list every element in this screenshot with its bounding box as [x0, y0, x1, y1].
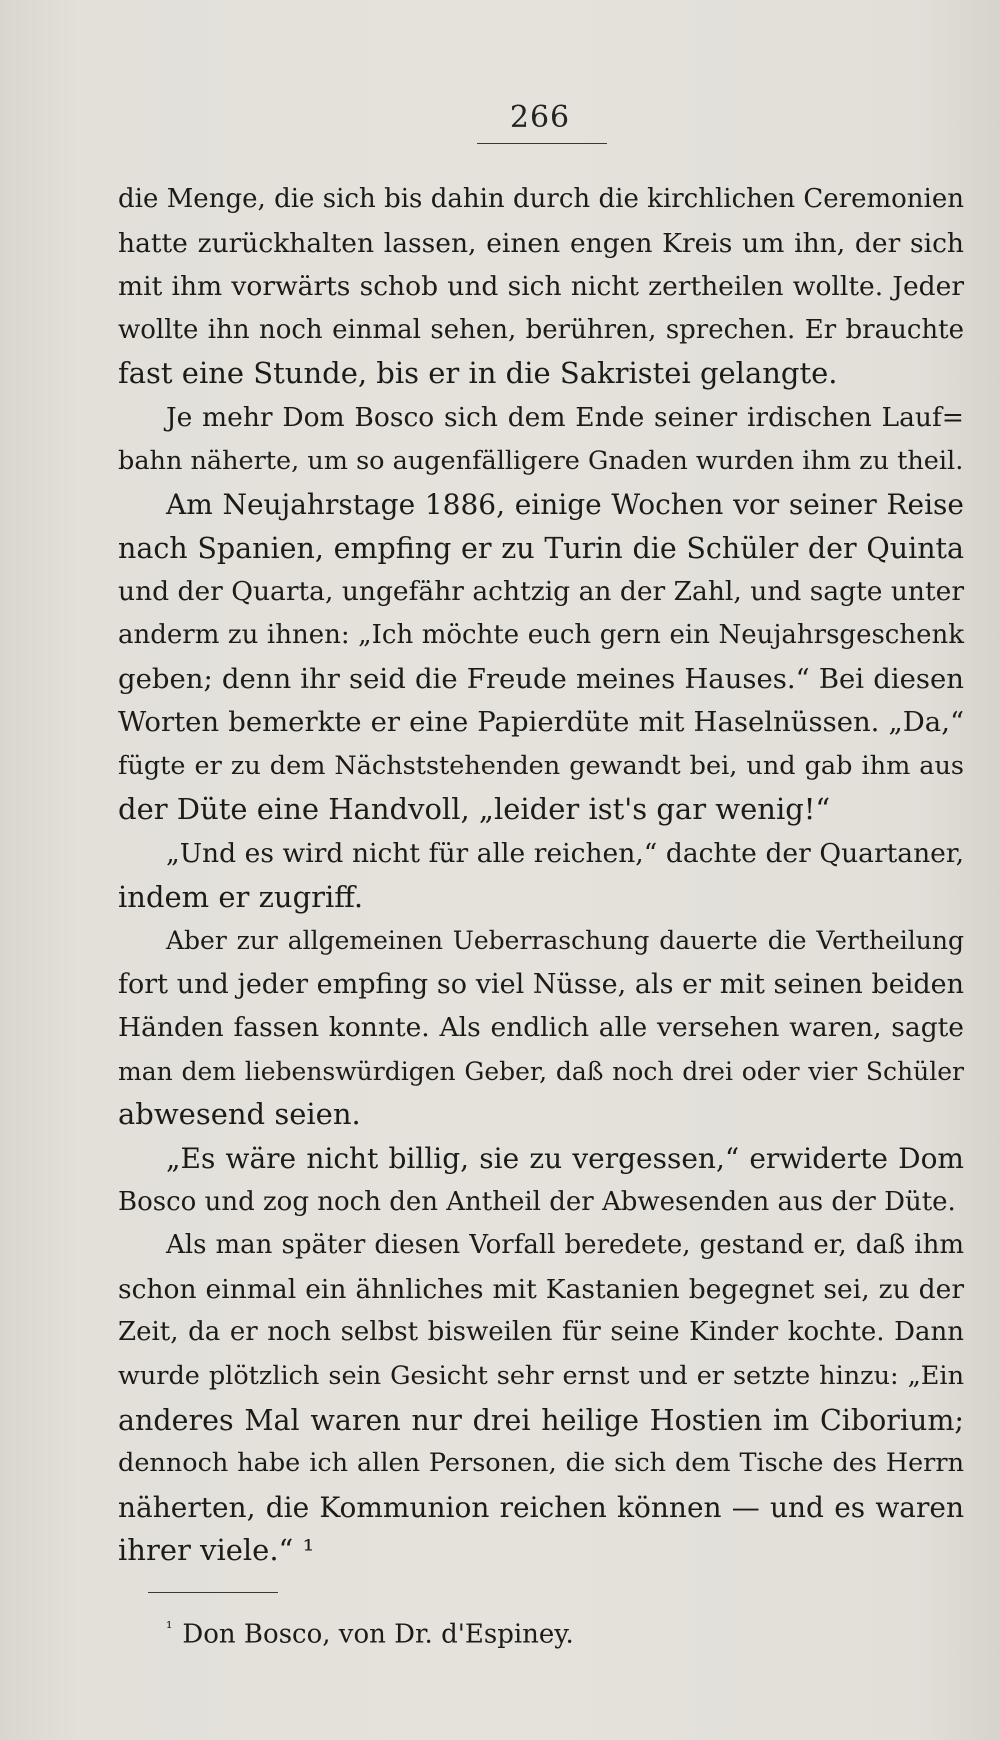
text-line: wollte ihn noch einmal sehen, berühren, sprechen. Er brauchte [118, 314, 964, 345]
text-line: schon einmal ein ähnliches mit Kastanien begegnet sei, zu der [118, 1273, 964, 1305]
text-line: geben; denn ihr seid die Freude meines Hauses.“ Bei diesen [118, 662, 964, 695]
footnote [166, 1618, 574, 1650]
paragraph [118, 396, 964, 483]
paragraph [118, 1224, 964, 1573]
page-number: 266 [509, 100, 571, 135]
text-line: fort und jeder empfing so viel Nüsse, als er mit seinen beiden [118, 968, 964, 1000]
paragraph [118, 483, 964, 832]
body-text [118, 178, 964, 1573]
text-line: „Und es wird nicht für alle reichen,“ dachte der Quartaner, [166, 837, 964, 869]
text-line: nach Spanien, empfing er zu Turin die Schüler der Quinta [118, 531, 964, 565]
text-line: Bosco und zog noch den Antheil der Abwesenden aus der Düte. [118, 1186, 956, 1217]
text-line: Händen fassen konnte. Als endlich alle versehen waren, sagte [118, 1012, 964, 1044]
text-line: abwesend seien. [118, 1097, 361, 1132]
text-line: anderes Mal waren nur drei heilige Hostien im Ciborium; [118, 1403, 964, 1437]
text-line: hatte zurückhalten lassen, einen engen Kreis um ihn, der sich [118, 227, 964, 259]
footnote-text: Don Bosco, von Dr. d'Espiney. [182, 1619, 574, 1650]
text-line: mit ihm vorwärts schob und sich nicht zertheilen wollte. Jeder [118, 271, 964, 303]
text-line: wurde plötzlich sein Gesicht sehr ernst und er setzte hinzu: „Ein [118, 1361, 964, 1392]
text-line: Aber zur allgemeinen Ueberraschung dauerte die Vertheilung [166, 926, 964, 956]
text-line: ihrer viele.“ ¹ [118, 1533, 315, 1568]
text-line: Am Neujahrstage 1886, einige Wochen vor seiner Reise [166, 488, 964, 522]
paragraph [118, 919, 964, 1137]
text-line: Als man später diesen Vorfall beredete, gestand er, daß ihm [166, 1230, 964, 1261]
footnote-mark: ¹ [166, 1618, 173, 1637]
text-line: indem er zugriff. [118, 879, 364, 914]
text-line: anderm zu ihnen: „Ich möchte euch gern ein Neujahrsgeschenk [118, 619, 964, 650]
text-line: näherten, die Kommunion reichen können — und es waren [118, 1490, 964, 1524]
text-line: und der Quarta, ungefähr achtzig an der Zahl, und sagte unter [118, 576, 964, 608]
paragraph [118, 178, 964, 396]
text-line: bahn näherte, um so augenfälligere Gnaden wurden ihm zu theil. [118, 445, 964, 476]
text-line: fügte er zu dem Nächststehenden gewandt bei, und gab ihm aus [118, 750, 964, 781]
text-line: Worten bemerkte er eine Papierdüte mit Haselnüssen. „Da,“ [118, 706, 964, 739]
text-line: man dem liebenswürdigen Geber, daß noch drei oder vier Schüler [118, 1056, 964, 1086]
paragraph [118, 1137, 964, 1224]
footnote-rule [148, 1592, 278, 1593]
text-line: „Es wäre nicht billig, sie zu vergessen,“ erwiderte Dom [166, 1142, 964, 1176]
text-line: die Menge, die sich bis dahin durch die kirchlichen Ceremonien [118, 184, 964, 214]
text-line: fast eine Stunde, bis er in die Sakristei gelangte. [118, 356, 838, 391]
text-line: der Düte eine Handvoll, „leider ist's gar wenig!“ [118, 792, 831, 827]
text-line: Zeit, da er noch selbst bisweilen für seine Kinder kochte. Dann [118, 1317, 964, 1348]
text-line: Je mehr Dom Bosco sich dem Ende seiner irdischen Lauf= [166, 401, 964, 433]
header-rule [477, 143, 607, 144]
paragraph [118, 832, 964, 919]
text-line: dennoch habe ich allen Personen, die sich dem Tische des Herrn [118, 1448, 964, 1479]
